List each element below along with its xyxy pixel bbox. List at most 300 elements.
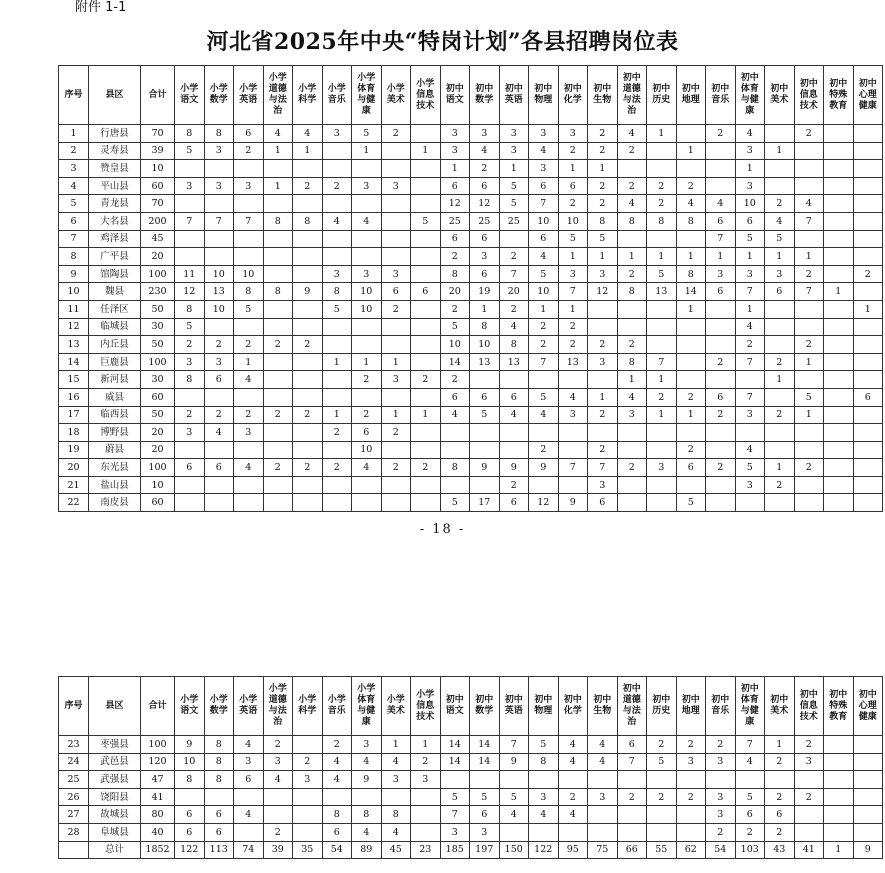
table-cell: 3	[470, 823, 500, 841]
table-cell: 2	[440, 300, 470, 318]
table-cell: 2	[499, 476, 529, 494]
table-cell: 14	[440, 736, 470, 754]
table-cell	[322, 248, 352, 266]
table-cell: 4	[322, 753, 352, 771]
table-cell: 100	[141, 265, 175, 283]
table-cell: 8	[617, 283, 647, 301]
table-cell: 4	[617, 388, 647, 406]
table-cell	[824, 248, 854, 266]
column-header: 合计	[141, 677, 175, 736]
table-cell	[853, 753, 883, 771]
table-cell: 1	[765, 248, 795, 266]
table-cell: 4	[440, 406, 470, 424]
table-cell: 3	[175, 353, 205, 371]
table-cell: 30	[141, 318, 175, 336]
table-cell: 17	[59, 406, 89, 424]
table-cell: 2	[175, 336, 205, 354]
table-row	[59, 388, 883, 406]
table-cell	[824, 230, 854, 248]
table-cell	[470, 441, 500, 459]
table-cell: 2	[558, 142, 588, 160]
table-cell: 6	[706, 388, 736, 406]
table-cell: 3	[322, 125, 352, 143]
table-cell	[647, 318, 677, 336]
table-cell	[765, 318, 795, 336]
table-cell	[322, 476, 352, 494]
column-header: 小学 信息 技术	[411, 677, 441, 736]
table-cell: 10	[352, 300, 382, 318]
column-header: 初中 语文	[440, 66, 470, 125]
table-cell	[706, 336, 736, 354]
table-cell	[824, 318, 854, 336]
table-cell	[588, 424, 618, 442]
table-cell	[381, 476, 411, 494]
column-header: 初中 物理	[529, 66, 559, 125]
column-header: 初中 数学	[470, 677, 500, 736]
table-header-row	[59, 677, 883, 736]
table-cell	[293, 388, 323, 406]
table-cell: 3	[352, 177, 382, 195]
table-cell: 1	[794, 353, 824, 371]
table-cell: 2	[853, 265, 883, 283]
table-cell: 8	[470, 318, 500, 336]
table-cell: 1	[588, 248, 618, 266]
table-cell: 6	[765, 283, 795, 301]
table-cell: 1	[735, 160, 765, 178]
table-cell	[381, 142, 411, 160]
table-cell: 1	[499, 160, 529, 178]
table-cell: 3	[735, 142, 765, 160]
table-cell	[293, 823, 323, 841]
table-cell: 4	[293, 125, 323, 143]
column-header: 初中 历史	[647, 677, 677, 736]
column-header: 小学 美术	[381, 677, 411, 736]
table-cell: 2	[588, 142, 618, 160]
table-cell: 3	[322, 265, 352, 283]
column-header: 初中 道德 与法 治	[617, 66, 647, 125]
table-cell: 4	[765, 212, 795, 230]
table-cell: 2	[381, 125, 411, 143]
table-cell	[824, 371, 854, 389]
table-cell: 8	[617, 353, 647, 371]
table-cell	[853, 788, 883, 806]
column-header: 县区	[89, 677, 141, 736]
table-cell: 1852	[141, 841, 175, 859]
county-cell: 新河县	[89, 371, 141, 389]
table-cell	[263, 353, 293, 371]
table-cell: 2	[765, 476, 795, 494]
table-cell: 122	[529, 841, 559, 859]
table-cell: 2	[175, 406, 205, 424]
table-cell	[617, 318, 647, 336]
table-cell	[322, 441, 352, 459]
table-cell: 8	[59, 248, 89, 266]
table-cell: 100	[141, 353, 175, 371]
table-cell: 7	[558, 283, 588, 301]
table-cell: 3	[204, 177, 234, 195]
table-cell	[293, 806, 323, 824]
table-cell: 2	[706, 459, 736, 477]
table-cell: 7	[794, 212, 824, 230]
table-cell: 2	[529, 441, 559, 459]
table-cell	[647, 336, 677, 354]
table-cell	[617, 300, 647, 318]
table-cell: 14	[676, 283, 706, 301]
table-cell: 4	[735, 441, 765, 459]
table-cell: 6	[440, 388, 470, 406]
table-cell	[676, 424, 706, 442]
table-cell: 1	[381, 406, 411, 424]
table-cell: 4	[381, 753, 411, 771]
table-cell: 16	[59, 388, 89, 406]
table-cell	[735, 371, 765, 389]
table-cell: 2	[204, 406, 234, 424]
table-row	[59, 212, 883, 230]
table-cell: 7	[234, 212, 264, 230]
table-cell: 1	[765, 371, 795, 389]
table-cell: 5	[558, 230, 588, 248]
table-cell: 7	[204, 212, 234, 230]
table-cell: 6	[440, 230, 470, 248]
table-cell: 2	[293, 459, 323, 477]
table-cell: 50	[141, 336, 175, 354]
table-cell: 41	[141, 788, 175, 806]
county-cell: 博野县	[89, 424, 141, 442]
column-header: 初中 心理 健康	[853, 66, 883, 125]
column-header: 初中 信息 技术	[794, 677, 824, 736]
table-cell: 9	[853, 841, 883, 859]
column-header: 初中 生物	[588, 677, 618, 736]
table-cell: 3	[735, 406, 765, 424]
table-cell	[824, 476, 854, 494]
county-cell: 青龙县	[89, 195, 141, 213]
table-cell: 8	[676, 212, 706, 230]
table-cell: 2	[676, 736, 706, 754]
table-cell: 8	[381, 806, 411, 824]
table-cell	[647, 441, 677, 459]
column-header: 初中 体育 与健 康	[735, 677, 765, 736]
table-cell: 6	[470, 806, 500, 824]
table-cell	[175, 160, 205, 178]
table-cell: 2	[706, 823, 736, 841]
table-cell: 6	[175, 806, 205, 824]
table-cell	[293, 230, 323, 248]
table-cell: 4	[617, 195, 647, 213]
table-cell	[647, 823, 677, 841]
table-cell: 2	[794, 336, 824, 354]
table-cell	[263, 494, 293, 512]
column-header: 初中 心理 健康	[853, 677, 883, 736]
table-cell	[499, 441, 529, 459]
county-cell: 临城县	[89, 318, 141, 336]
table-cell: 10	[59, 283, 89, 301]
table-cell	[824, 823, 854, 841]
table-cell: 2	[588, 195, 618, 213]
table-cell	[853, 125, 883, 143]
table-row	[59, 459, 883, 477]
table-cell	[499, 230, 529, 248]
table-cell: 5	[352, 125, 382, 143]
table-cell	[853, 177, 883, 195]
table-cell: 1	[234, 353, 264, 371]
table-cell: 1	[529, 300, 559, 318]
table-cell: 6	[735, 212, 765, 230]
table-cell	[824, 806, 854, 824]
table-cell: 66	[617, 841, 647, 859]
table-cell: 1	[440, 160, 470, 178]
table-cell: 4	[322, 771, 352, 789]
table-cell: 5	[234, 300, 264, 318]
table-cell: 8	[293, 212, 323, 230]
table-cell	[499, 823, 529, 841]
table-cell: 2	[263, 823, 293, 841]
table-cell: 10	[352, 441, 382, 459]
table-cell: 10	[234, 265, 264, 283]
table-cell: 4	[558, 806, 588, 824]
table-cell: 2	[765, 753, 795, 771]
table-cell: 2	[617, 142, 647, 160]
table-cell	[647, 424, 677, 442]
table-cell	[263, 265, 293, 283]
table-cell: 3	[234, 177, 264, 195]
table-cell: 6	[499, 494, 529, 512]
table-cell: 5	[529, 265, 559, 283]
table-cell: 5	[499, 195, 529, 213]
table-cell	[647, 476, 677, 494]
table-cell: 10	[204, 265, 234, 283]
table-cell: 3	[175, 177, 205, 195]
column-header: 小学 语文	[175, 677, 205, 736]
table-cell: 5	[676, 494, 706, 512]
column-header: 小学 音乐	[322, 677, 352, 736]
county-cell: 故城县	[89, 806, 141, 824]
table-cell	[824, 177, 854, 195]
table-cell: 9	[558, 494, 588, 512]
table-cell: 3	[234, 424, 264, 442]
table-cell: 26	[59, 788, 89, 806]
table-row	[59, 371, 883, 389]
column-header: 小学 音乐	[322, 66, 352, 125]
table-cell: 5	[529, 736, 559, 754]
table-cell	[558, 371, 588, 389]
table-cell: 1	[293, 142, 323, 160]
table-cell: 23	[411, 841, 441, 859]
table-cell	[765, 441, 795, 459]
table-cell	[617, 771, 647, 789]
table-cell: 4	[588, 736, 618, 754]
table-cell: 6	[499, 388, 529, 406]
county-cell: 赞皇县	[89, 160, 141, 178]
table-cell: 4	[352, 459, 382, 477]
table-cell	[381, 195, 411, 213]
table-cell	[352, 336, 382, 354]
table-cell	[588, 806, 618, 824]
county-cell: 馆陶县	[89, 265, 141, 283]
county-cell: 武强县	[89, 771, 141, 789]
table-cell: 3	[706, 788, 736, 806]
table-cell	[263, 248, 293, 266]
table-cell: 2	[617, 177, 647, 195]
recruitment-table-page2	[58, 676, 883, 859]
table-cell: 2	[293, 177, 323, 195]
table-cell	[204, 160, 234, 178]
table-cell: 28	[59, 823, 89, 841]
table-cell: 35	[293, 841, 323, 859]
table-cell	[617, 441, 647, 459]
table-cell	[824, 160, 854, 178]
table-cell	[293, 476, 323, 494]
table-cell	[824, 336, 854, 354]
table-cell	[352, 494, 382, 512]
table-cell: 18	[59, 424, 89, 442]
table-cell: 2	[676, 177, 706, 195]
table-cell: 2	[735, 336, 765, 354]
table-cell: 20	[440, 283, 470, 301]
table-cell: 4	[706, 195, 736, 213]
table-cell: 2	[352, 406, 382, 424]
table-cell: 6	[470, 388, 500, 406]
column-header: 小学 科学	[293, 677, 323, 736]
table-cell: 2	[676, 441, 706, 459]
table-cell	[617, 424, 647, 442]
table-row	[59, 736, 883, 754]
table-cell: 8	[440, 265, 470, 283]
table-cell	[263, 300, 293, 318]
table-cell	[293, 494, 323, 512]
table-cell: 7	[735, 736, 765, 754]
table-cell: 8	[204, 125, 234, 143]
table-cell: 8	[322, 283, 352, 301]
column-header: 初中 化学	[558, 66, 588, 125]
table-cell	[381, 441, 411, 459]
table-cell: 3	[470, 125, 500, 143]
table-cell: 9	[293, 283, 323, 301]
table-cell: 5	[440, 788, 470, 806]
table-cell	[676, 806, 706, 824]
table-cell: 3	[588, 476, 618, 494]
table-cell: 6	[175, 823, 205, 841]
county-cell: 饶阳县	[89, 788, 141, 806]
table-cell: 8	[175, 371, 205, 389]
table-cell: 2	[647, 388, 677, 406]
table-cell	[411, 441, 441, 459]
table-cell: 2	[440, 371, 470, 389]
table-cell: 45	[381, 841, 411, 859]
table-cell: 4	[558, 736, 588, 754]
table-cell: 5	[440, 494, 470, 512]
table-cell: 1	[824, 841, 854, 859]
table-cell: 24	[59, 753, 89, 771]
table-cell: 6	[558, 177, 588, 195]
table-cell	[352, 318, 382, 336]
table-cell	[794, 494, 824, 512]
table-cell: 2	[647, 195, 677, 213]
table-cell: 55	[647, 841, 677, 859]
table-cell: 3	[558, 265, 588, 283]
table-cell	[853, 806, 883, 824]
table-cell: 5	[588, 230, 618, 248]
county-cell: 东光县	[89, 459, 141, 477]
table-cell	[293, 248, 323, 266]
table-cell: 1	[411, 736, 441, 754]
table-cell	[352, 195, 382, 213]
table-cell	[263, 160, 293, 178]
table-cell: 2	[322, 459, 352, 477]
table-cell: 12	[440, 195, 470, 213]
table-cell: 8	[175, 771, 205, 789]
table-cell: 2	[794, 788, 824, 806]
table-cell	[322, 195, 352, 213]
table-cell	[293, 353, 323, 371]
column-header: 小学 道德 与法 治	[263, 66, 293, 125]
table-cell	[706, 371, 736, 389]
table-cell: 3	[794, 753, 824, 771]
table-cell: 6	[470, 230, 500, 248]
table-cell: 2	[647, 788, 677, 806]
table-cell: 3	[529, 160, 559, 178]
table-cell: 8	[440, 459, 470, 477]
table-cell	[381, 788, 411, 806]
table-cell: 2	[588, 336, 618, 354]
table-row	[59, 353, 883, 371]
column-header: 小学 数学	[204, 677, 234, 736]
county-cell: 大名县	[89, 212, 141, 230]
table-cell	[824, 212, 854, 230]
table-cell	[765, 300, 795, 318]
table-cell	[853, 424, 883, 442]
table-cell: 2	[558, 788, 588, 806]
table-cell: 3	[204, 353, 234, 371]
table-cell: 8	[676, 265, 706, 283]
attachment-label: 附件 1-1	[75, 0, 127, 15]
table-cell: 7	[735, 283, 765, 301]
table-cell: 1	[676, 248, 706, 266]
column-header: 初中 地理	[676, 677, 706, 736]
table-cell: 4	[234, 736, 264, 754]
table-cell: 5	[735, 459, 765, 477]
table-cell: 4	[735, 125, 765, 143]
table-cell	[824, 142, 854, 160]
table-cell	[794, 371, 824, 389]
table-cell	[853, 195, 883, 213]
table-cell	[853, 406, 883, 424]
table-cell	[794, 823, 824, 841]
table-cell: 4	[617, 125, 647, 143]
table-cell: 2	[647, 177, 677, 195]
table-cell	[470, 424, 500, 442]
table-cell: 8	[322, 806, 352, 824]
table-cell: 5	[499, 788, 529, 806]
table-cell: 2	[529, 336, 559, 354]
table-cell: 10	[558, 212, 588, 230]
table-cell	[411, 125, 441, 143]
table-cell: 7	[558, 459, 588, 477]
table-cell: 30	[141, 371, 175, 389]
table-cell: 12	[470, 195, 500, 213]
table-cell: 14	[440, 353, 470, 371]
table-cell: 1	[676, 406, 706, 424]
table-cell: 75	[588, 841, 618, 859]
table-cell: 6	[204, 823, 234, 841]
table-row	[59, 441, 883, 459]
table-cell: 5	[322, 300, 352, 318]
table-cell	[59, 841, 89, 859]
table-cell	[411, 494, 441, 512]
table-cell	[824, 300, 854, 318]
table-cell: 89	[352, 841, 382, 859]
table-cell: 5	[529, 388, 559, 406]
table-cell: 3	[470, 248, 500, 266]
